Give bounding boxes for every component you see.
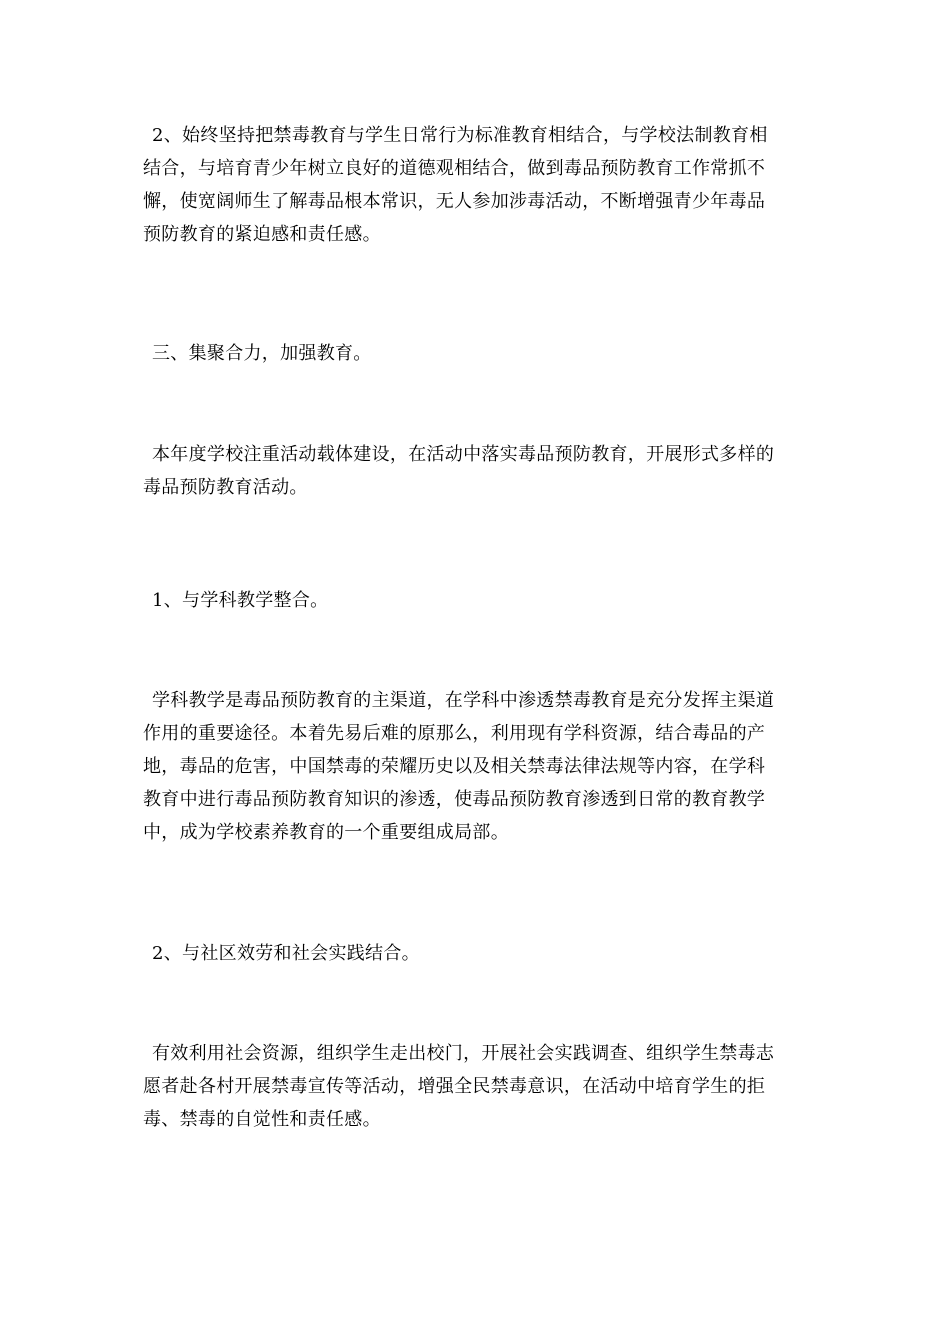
text-line: 结合，与培育青少年树立良好的道德观相结合，做到毒品预防教育工作常抓不 bbox=[143, 158, 766, 179]
text-line: 教育中进行毒品预防教育知识的渗透，使毒品预防教育渗透到日常的教育教学 bbox=[143, 789, 766, 810]
paragraph-drug-education-integration bbox=[143, 119, 811, 251]
text-line: 本年度学校注重活动载体建设，在活动中落实毒品预防教育，开展形式多样的 bbox=[152, 444, 775, 465]
subheading-2 bbox=[143, 937, 811, 970]
paragraph-social-practice bbox=[143, 1037, 811, 1136]
text-line: 2、始终坚持把禁毒教育与学生日常行为标准教育相结合，与学校法制教育相 bbox=[152, 125, 768, 146]
subheading-1 bbox=[143, 584, 811, 617]
paragraph-activity-carriers bbox=[143, 438, 811, 504]
text-line: 懈，使宽阔师生了解毒品根本常识，无人参加涉毒活动，不断增强青少年毒品 bbox=[143, 191, 766, 212]
text-line: 毒品预防教育活动。 bbox=[143, 477, 308, 498]
paragraph-subject-teaching bbox=[143, 684, 811, 849]
heading-line: 2、与社区效劳和社会实践结合。 bbox=[152, 943, 420, 964]
text-line: 中，成为学校素养教育的一个重要组成局部。 bbox=[143, 822, 509, 843]
section-heading-3 bbox=[143, 337, 811, 370]
heading-line: 1、与学科教学整合。 bbox=[152, 590, 329, 611]
text-line: 毒、禁毒的自觉性和责任感。 bbox=[143, 1109, 381, 1130]
text-line: 学科教学是毒品预防教育的主渠道，在学科中渗透禁毒教育是充分发挥主渠道 bbox=[152, 690, 775, 711]
text-line: 地，毒品的危害，中国禁毒的荣耀历史以及相关禁毒法律法规等内容，在学科 bbox=[143, 756, 766, 777]
text-line: 愿者赴各村开展禁毒宣传等活动，增强全民禁毒意识，在活动中培育学生的拒 bbox=[143, 1076, 766, 1097]
text-line: 预防教育的紧迫感和责任感。 bbox=[143, 224, 381, 245]
text-line: 作用的重要途径。本着先易后难的原那么，利用现有学科资源，结合毒品的产 bbox=[143, 723, 766, 744]
text-line: 有效利用社会资源，组织学生走出校门，开展社会实践调查、组织学生禁毒志 bbox=[152, 1043, 775, 1064]
heading-line: 三、集聚合力，加强教育。 bbox=[152, 343, 372, 364]
